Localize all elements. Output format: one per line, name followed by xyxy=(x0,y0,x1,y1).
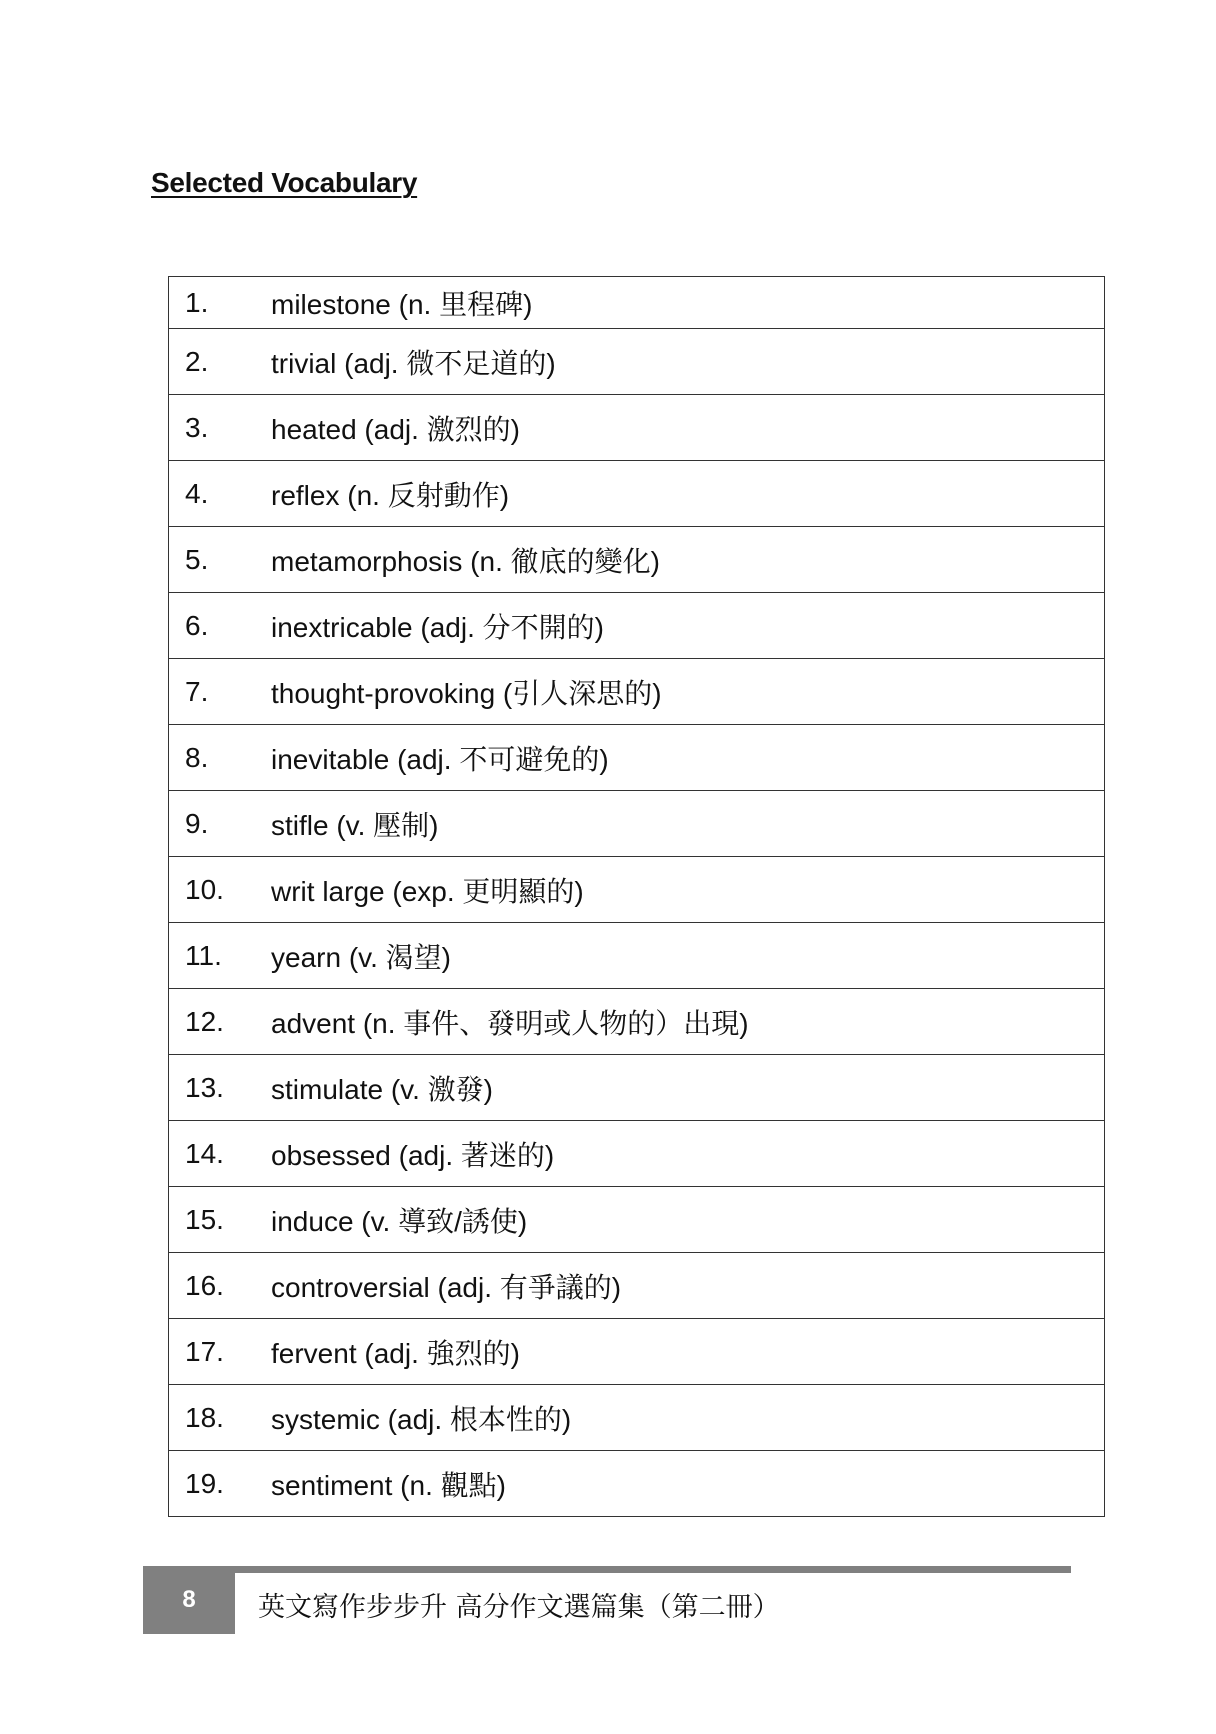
item-number: 19. xyxy=(169,1451,272,1517)
vocabulary-term: stifle (v. 壓制) xyxy=(271,791,1105,857)
table-row xyxy=(169,1319,1105,1385)
vocabulary-term: yearn (v. 渴望) xyxy=(271,923,1105,989)
item-number: 10. xyxy=(169,857,272,923)
item-number: 12. xyxy=(169,989,272,1055)
table-row xyxy=(169,857,1105,923)
table-row xyxy=(169,989,1105,1055)
vocabulary-term: thought-provoking (引人深思的) xyxy=(271,659,1105,725)
item-number: 17. xyxy=(169,1319,272,1385)
table-row xyxy=(169,395,1105,461)
table-row xyxy=(169,725,1105,791)
vocabulary-term: systemic (adj. 根本性的) xyxy=(271,1385,1105,1451)
item-number: 1. xyxy=(169,277,272,329)
table-row xyxy=(169,593,1105,659)
vocabulary-term: inevitable (adj. 不可避免的) xyxy=(271,725,1105,791)
item-number: 15. xyxy=(169,1187,272,1253)
vocabulary-table xyxy=(168,276,1105,1517)
table-row xyxy=(169,1121,1105,1187)
vocabulary-term: sentiment (n. 觀點) xyxy=(271,1451,1105,1517)
item-number: 4. xyxy=(169,461,272,527)
vocabulary-term: reflex (n. 反射動作) xyxy=(271,461,1105,527)
vocabulary-term: trivial (adj. 微不足道的) xyxy=(271,329,1105,395)
vocabulary-term: inextricable (adj. 分不開的) xyxy=(271,593,1105,659)
footer-divider xyxy=(235,1566,1071,1573)
vocabulary-term: heated (adj. 激烈的) xyxy=(271,395,1105,461)
item-number: 11. xyxy=(169,923,272,989)
table-row xyxy=(169,461,1105,527)
vocabulary-term: metamorphosis (n. 徹底的變化) xyxy=(271,527,1105,593)
table-row xyxy=(169,527,1105,593)
item-number: 6. xyxy=(169,593,272,659)
vocabulary-term: obsessed (adj. 著迷的) xyxy=(271,1121,1105,1187)
item-number: 2. xyxy=(169,329,272,395)
vocabulary-term: fervent (adj. 強烈的) xyxy=(271,1319,1105,1385)
item-number: 16. xyxy=(169,1253,272,1319)
table-row xyxy=(169,659,1105,725)
vocabulary-term: milestone (n. 里程碑) xyxy=(271,277,1105,329)
footer-book-title: 英文寫作步步升 高分作文選篇集（第二冊） xyxy=(258,1592,780,1623)
table-row xyxy=(169,1187,1105,1253)
table-row xyxy=(169,1253,1105,1319)
item-number: 9. xyxy=(169,791,272,857)
table-row xyxy=(169,1055,1105,1121)
table-row xyxy=(169,1451,1105,1517)
section-heading: Selected Vocabulary xyxy=(151,167,418,198)
vocabulary-term: advent (n. 事件、發明或人物的）出現) xyxy=(271,989,1105,1055)
item-number: 5. xyxy=(169,527,272,593)
vocabulary-term: induce (v. 導致/誘使) xyxy=(271,1187,1105,1253)
table-row xyxy=(169,923,1105,989)
table-row xyxy=(169,329,1105,395)
item-number: 14. xyxy=(169,1121,272,1187)
item-number: 7. xyxy=(169,659,272,725)
item-number: 8. xyxy=(169,725,272,791)
item-number: 13. xyxy=(169,1055,272,1121)
table-row xyxy=(169,791,1105,857)
item-number: 3. xyxy=(169,395,272,461)
table-row xyxy=(169,277,1105,329)
item-number: 18. xyxy=(169,1385,272,1451)
page-number: 8 xyxy=(143,1566,235,1634)
vocabulary-term: stimulate (v. 激發) xyxy=(271,1055,1105,1121)
vocabulary-term: writ large (exp. 更明顯的) xyxy=(271,857,1105,923)
vocabulary-term: controversial (adj. 有爭議的) xyxy=(271,1253,1105,1319)
table-row xyxy=(169,1385,1105,1451)
